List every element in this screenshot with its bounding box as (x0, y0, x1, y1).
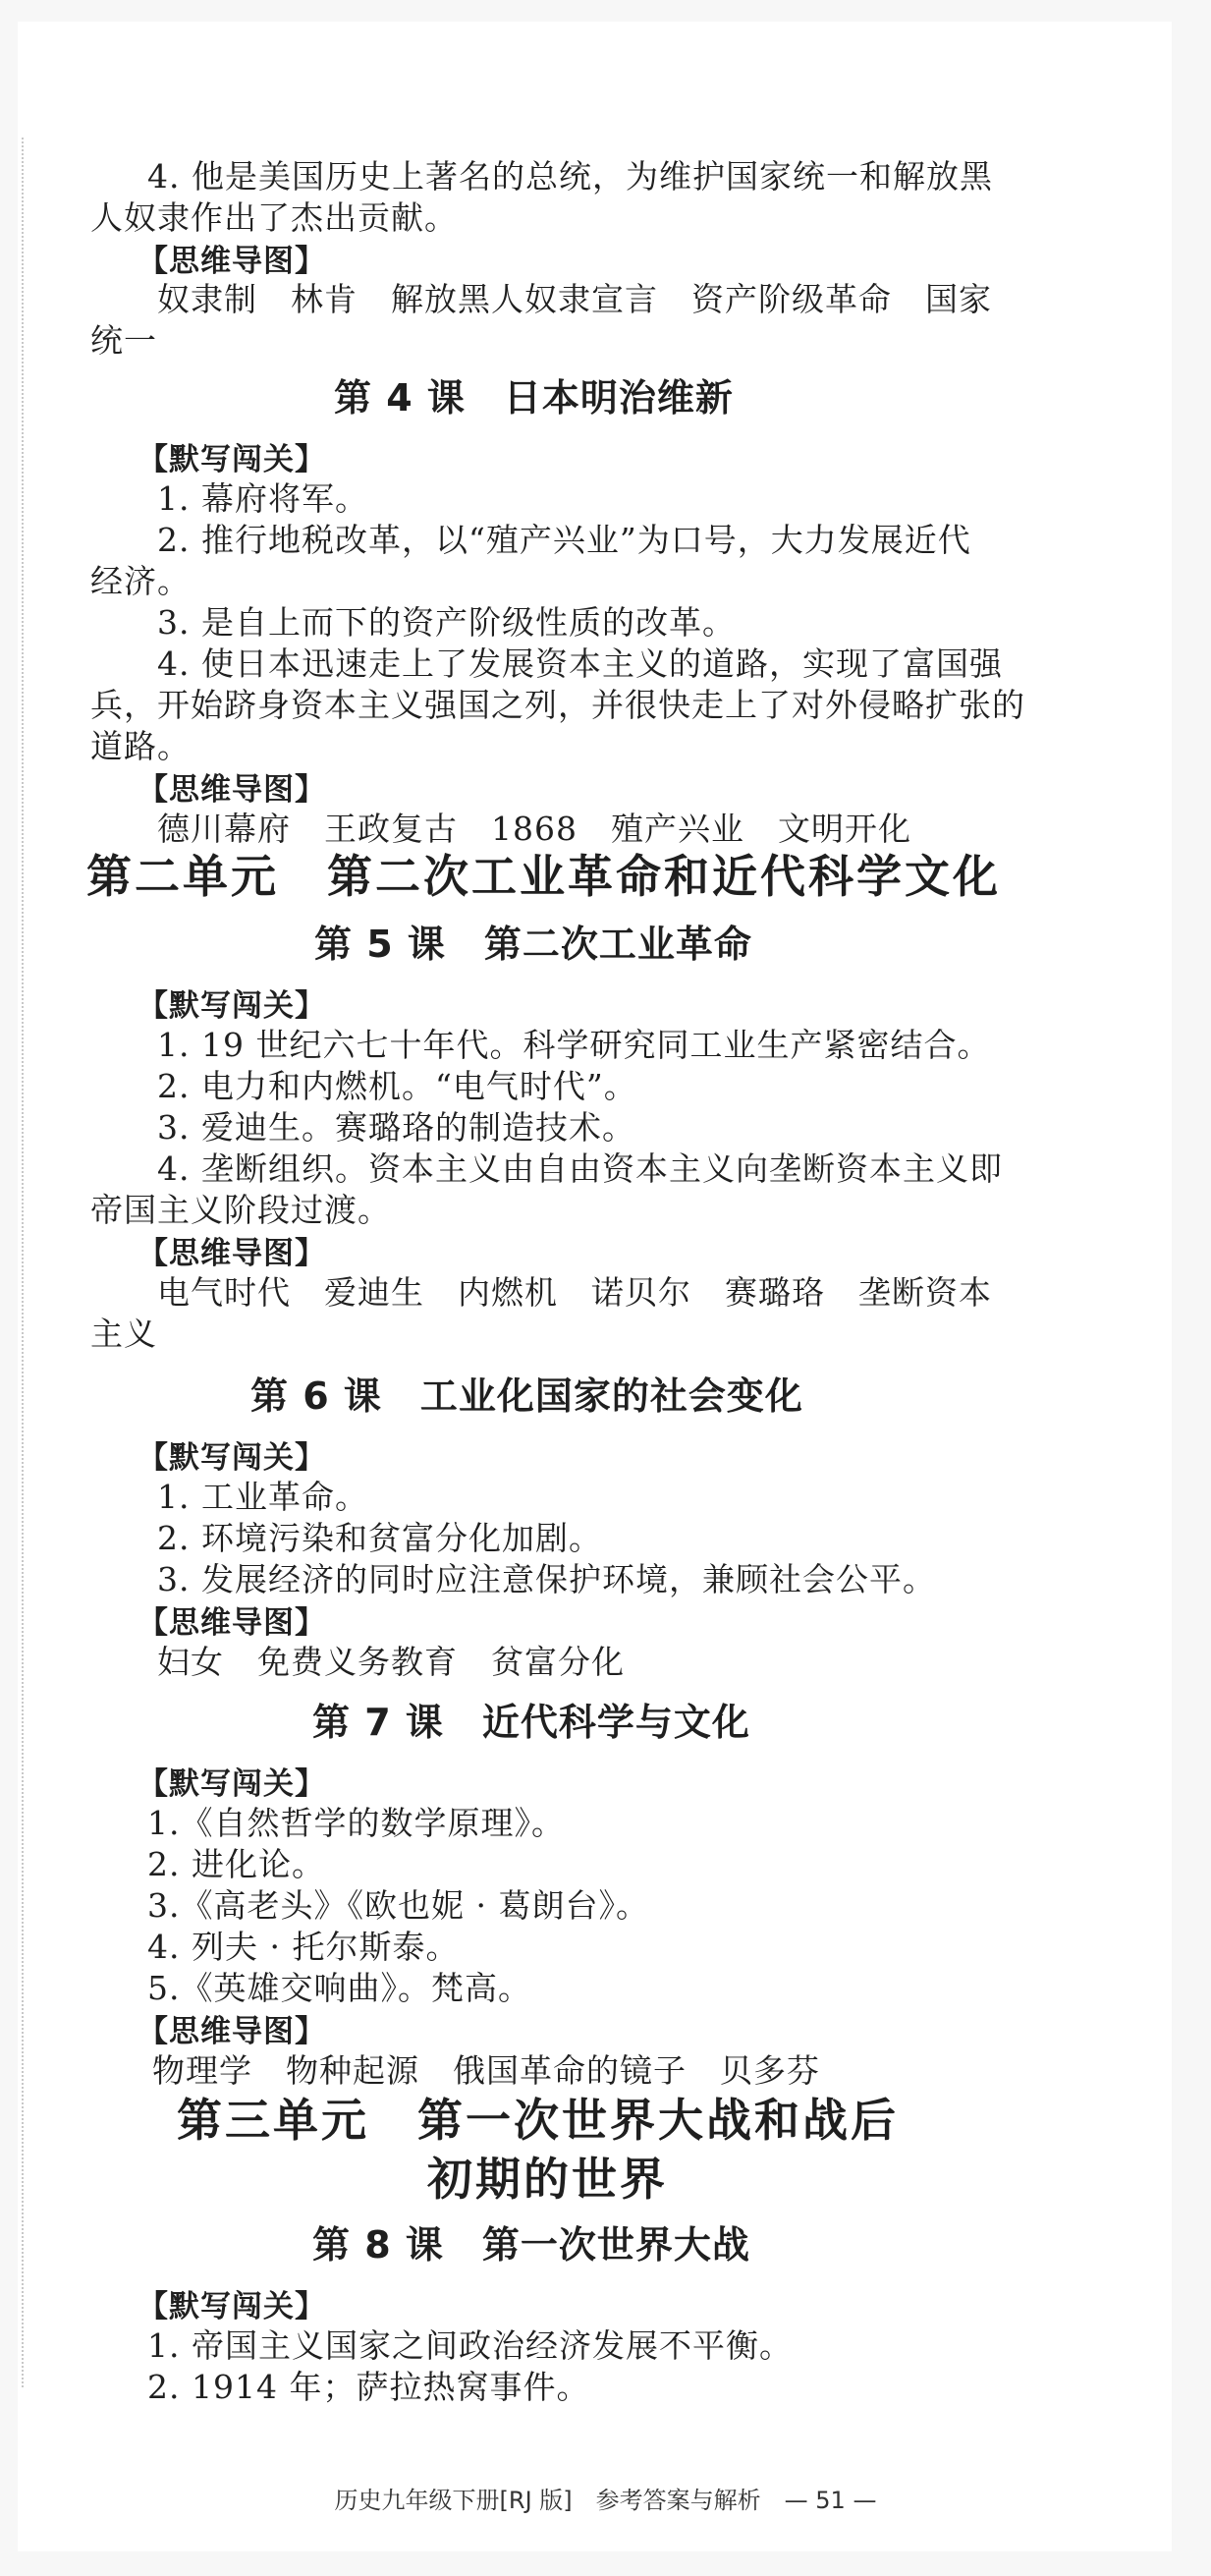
answer-line: 2. 进化论。 (147, 1845, 325, 1883)
answer-line: 兵，开始跻身资本主义强国之列，并很快走上了对外侵略扩张的 (90, 686, 1025, 724)
answer-line: 1. 幕府将军。 (157, 479, 368, 518)
lesson-title: 第 4 课 日本明治维新 (334, 376, 734, 420)
answer-line: 4. 列夫 · 托尔斯泰。 (147, 1928, 460, 1966)
unit-title: 第二单元 第二次工业革命和近代科学文化 (86, 850, 1001, 903)
dictation-heading: 【默写闯关】 (138, 2289, 326, 2324)
mindmap-heading: 【思维导图】 (138, 1236, 326, 1271)
answer-line: 2. 推行地税改革，以“殖产兴业”为口号，大力发展近代 (157, 521, 971, 559)
answer-line: 2. 电力和内燃机。“电气时代”。 (157, 1067, 637, 1105)
answer-line: 2. 1914 年；萨拉热窝事件。 (147, 2368, 590, 2406)
answer-line: 1. 帝国主义国家之间政治经济发展不平衡。 (147, 2326, 793, 2365)
mindmap-heading: 【思维导图】 (138, 772, 326, 808)
mindmap-line: 电气时代 爱迪生 内燃机 诺贝尔 赛璐珞 垄断资本 (157, 1273, 992, 1312)
lesson-title: 第 8 课 第一次世界大战 (312, 2223, 750, 2267)
mindmap-line: 德川幕府 王政复古 1868 殖产兴业 文明开化 (157, 810, 911, 848)
answer-line: 1. 工业革命。 (157, 1478, 368, 1516)
answer-line: 人奴隶作出了杰出贡献。 (90, 198, 458, 237)
binding-margin-line (22, 138, 24, 2387)
answer-line: 3. 爱迪生。赛璐珞的制造技术。 (157, 1108, 635, 1147)
answer-line: 3. 发展经济的同时应注意保护环境，兼顾社会公平。 (157, 1560, 936, 1598)
mindmap-line: 统一 (90, 321, 157, 360)
page-footer: 历史九年级下册[RJ 版] 参考答案与解析 — 51 — (334, 2487, 877, 2514)
answer-line: 2. 环境污染和贫富分化加剧。 (157, 1519, 602, 1557)
dictation-heading: 【默写闯关】 (138, 1766, 326, 1802)
answer-line: 4. 他是美国历史上著名的总统，为维护国家统一和解放黑 (147, 157, 993, 196)
lesson-title: 第 5 课 第二次工业革命 (314, 923, 752, 966)
lesson-title: 第 7 课 近代科学与文化 (312, 1701, 750, 1744)
mindmap-line: 主义 (90, 1315, 157, 1353)
mindmap-heading: 【思维导图】 (138, 1605, 326, 1641)
answer-line: 4. 垄断组织。资本主义由自由资本主义向垄断资本主义即 (157, 1149, 1003, 1188)
mindmap-heading: 【思维导图】 (138, 244, 326, 279)
answer-line: 3. 是自上而下的资产阶级性质的改革。 (157, 603, 736, 642)
unit-title: 初期的世界 (427, 2153, 668, 2206)
dictation-heading: 【默写闯关】 (138, 988, 326, 1024)
answer-line: 1.《自然哲学的数学原理》。 (147, 1804, 565, 1842)
mindmap-heading: 【思维导图】 (138, 2014, 326, 2049)
answer-line: 道路。 (90, 727, 191, 765)
dictation-heading: 【默写闯关】 (138, 1440, 326, 1476)
answer-line: 5.《英雄交响曲》。梵高。 (147, 1969, 531, 2007)
mindmap-line: 物理学 物种起源 俄国革命的镜子 贝多芬 (152, 2051, 820, 2090)
mindmap-line: 妇女 免费义务教育 贫富分化 (157, 1643, 625, 1681)
answer-line: 经济。 (90, 562, 191, 600)
lesson-title: 第 6 课 工业化国家的社会变化 (250, 1374, 803, 1418)
answer-line: 1. 19 世纪六七十年代。科学研究同工业生产紧密结合。 (157, 1026, 991, 1064)
mindmap-line: 奴隶制 林肯 解放黑人奴隶宣言 资产阶级革命 国家 (157, 280, 992, 318)
unit-title: 第三单元 第一次世界大战和战后 (177, 2094, 899, 2147)
answer-line: 4. 使日本迅速走上了发展资本主义的道路，实现了富国强 (157, 644, 1003, 683)
answer-line: 帝国主义阶段过渡。 (90, 1191, 391, 1229)
answer-line: 3.《高老头》《欧也妮 · 葛朗台》。 (147, 1886, 649, 1925)
dictation-heading: 【默写闯关】 (138, 442, 326, 477)
